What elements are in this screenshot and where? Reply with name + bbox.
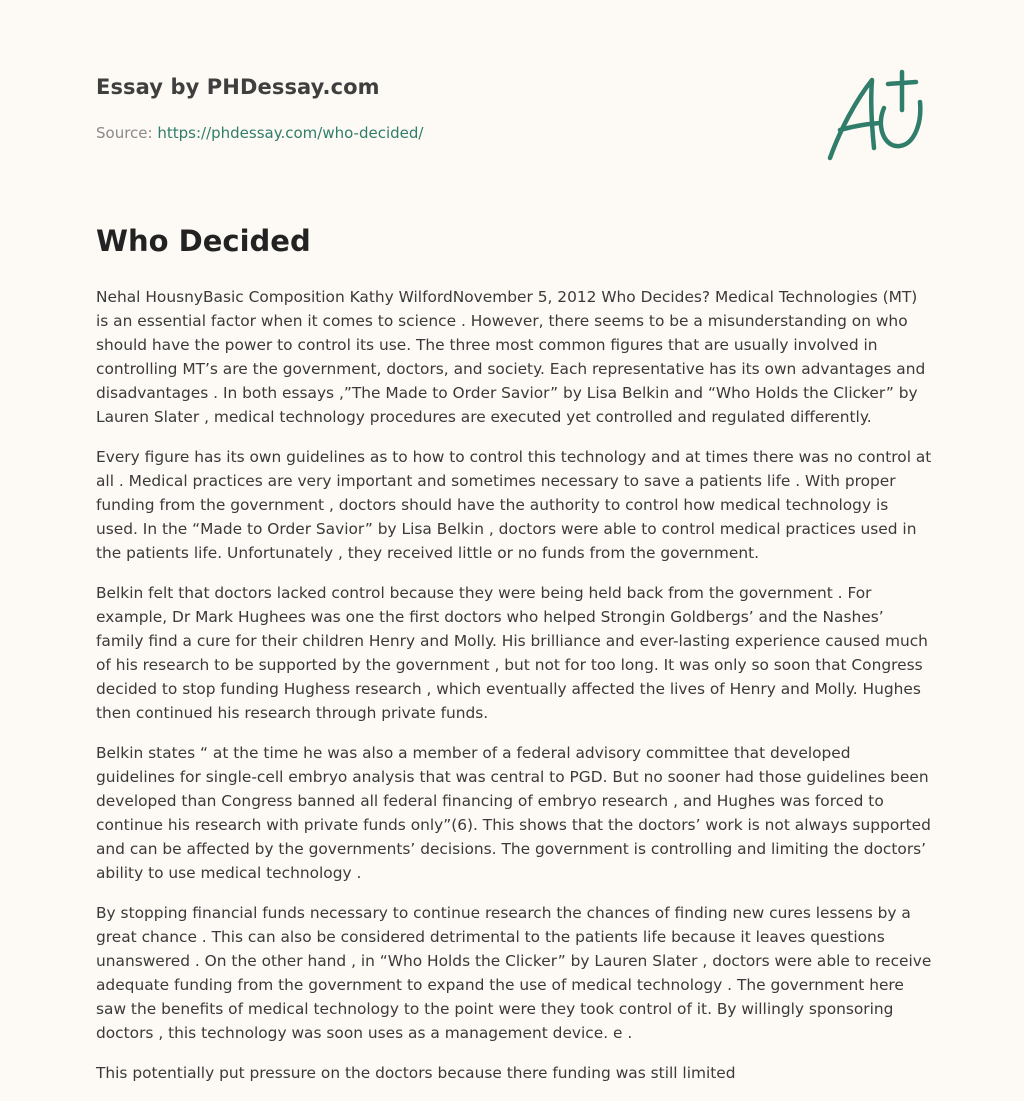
- essay-paragraph: Nehal HousnyBasic Composition Kathy WilfordNovember 5, 2012 Who Decides? Medical Technologies (MT) is an essential factor when it comes to science . However, there seems to be a misunderstanding on who should have the power to control its use. The three most common figures that are usually involved in controlling MT’s are the government, doctors, and society. Each representative has its own advantages and disadvantages . In both essays ,”The Made to Order Savior” by Lisa Belkin and “Who Holds the Clicker” by Lauren Slater , medical technology procedures are executed yet controlled and regulated differently.: [96, 288, 926, 426]
- source-line: [96, 124, 423, 142]
- a-plus-logo-icon: [818, 66, 928, 166]
- essay-paragraph: This potentially put pressure on the doctors because there funding was still limited: [96, 1064, 736, 1082]
- essay-paragraph: Every figure has its own guidelines as to how to control this technology and at times there was no control at all . Medical practices are very important and sometimes necessary to save a patients life . With proper funding from the government , doctors should have the authority to control how medical technology is used. In the “Made to Order Savior” by Lisa Belkin , doctors were able to control medical practices used in the patients life. Unfortunately , they received little or no funds from the government.: [96, 448, 932, 562]
- essay-title: Who Decided: [96, 224, 311, 258]
- essay-paragraph: Belkin states “ at the time he was also a member of a federal advisory committee that developed guidelines for single-cell embryo analysis that was central to PGD. But no sooner had those guidelines been developed than Congress banned all federal financing of embryo research , and Hughes was forced to continue his research with private funds only”(6). This shows that the doctors’ work is not always supported and can be affected by the governments’ decisions. The government is controlling and limiting the doctors’ ability to use medical technology .: [96, 744, 931, 882]
- essay-paragraph: By stopping financial funds necessary to continue research the chances of finding new cures lessens by a great chance . This can also be considered detrimental to the patients life because it leaves questions unanswered . On the other hand , in “Who Holds the Clicker” by Lauren Slater , doctors were able to receive adequate funding from the government to expand the use of medical technology . The government here saw the benefits of medical technology to the point were they took control of it. By willingly sponsoring doctors , this technology was soon uses as a management device. e .: [96, 904, 932, 1042]
- source-label: Source:: [96, 124, 153, 142]
- essay-paragraph: Belkin felt that doctors lacked control because they were being held back from the government . For example, Dr Mark Hughees was one the first doctors who helped Strongin Goldbergs’ and the Nashes’ family find a cure for their children Henry and Molly. His brilliance and ever-lasting experience caused much of his research to be supported by the government , but not for too long. It was only so soon that Congress decided to stop funding Hughess research , which eventually affected the lives of Henry and Molly. Hughes then continued his research through private funds.: [96, 584, 928, 722]
- source-link[interactable]: https://phdessay.com/who-decided/: [157, 124, 424, 142]
- site-title: Essay by PHDessay.com: [96, 75, 380, 99]
- essay-body: [96, 285, 934, 1101]
